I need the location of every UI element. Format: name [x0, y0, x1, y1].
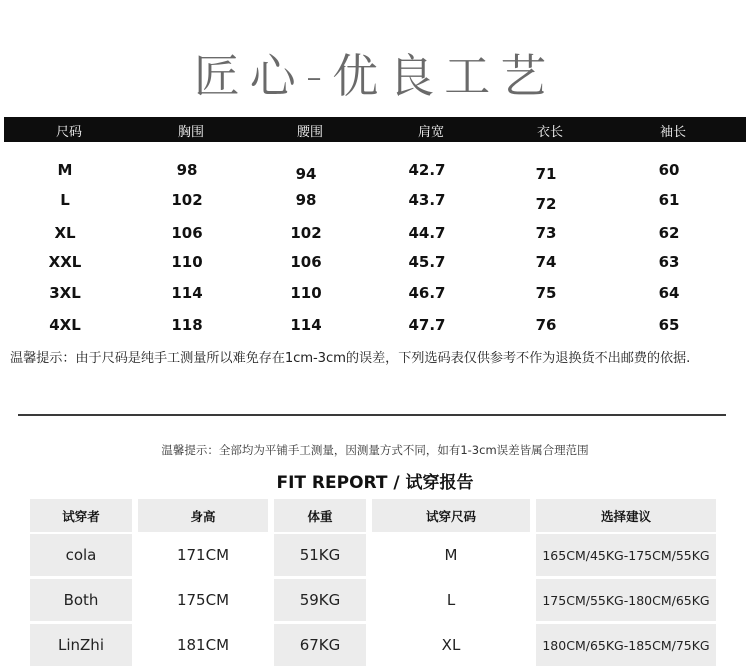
header-waist: 腰围 — [296, 125, 323, 140]
cell-chest: 118 — [171, 316, 203, 334]
cell-shoulder: 47.7 — [408, 316, 446, 334]
cell-length: 75 — [535, 284, 557, 302]
header-shoulder: 肩宽 — [417, 125, 444, 140]
fit-report-table — [30, 499, 716, 667]
fit-cell-height: 175CM — [138, 579, 268, 621]
table-row — [0, 157, 750, 187]
fit-cell-tester: LinZhi — [30, 624, 132, 666]
fit-cell-size: XL — [372, 624, 530, 666]
cell-waist: 98 — [295, 191, 317, 209]
cell-sleeve: 64 — [658, 284, 680, 302]
cell-shoulder: 43.7 — [408, 191, 446, 209]
cell-sleeve: 65 — [658, 316, 680, 334]
section-divider — [18, 414, 726, 416]
fit-cell-suggestion: 175CM/55KG-180CM/65KG — [536, 579, 716, 621]
cell-waist: 102 — [290, 224, 322, 242]
fit-header-suggestion: 选择建议 — [536, 499, 716, 532]
fit-cell-suggestion: 165CM/45KG-175CM/55KG — [536, 534, 716, 576]
fit-cell-size: M — [372, 534, 530, 576]
fit-cell-tester: Both — [30, 579, 132, 621]
cell-sleeve: 63 — [658, 253, 680, 271]
cell-chest: 106 — [171, 224, 203, 242]
measurement-tip: 温馨提示：全部均为平铺手工测量，因测量方式不同，如有1-3cm误差皆属合理范围 — [161, 443, 589, 457]
cell-sleeve: 61 — [658, 191, 680, 209]
fit-cell-weight: 51KG — [274, 534, 366, 576]
header-chest: 胸围 — [177, 125, 204, 140]
cell-chest: 98 — [176, 161, 198, 179]
cell-waist: 94 — [295, 165, 317, 183]
table-row — [0, 249, 750, 279]
cell-sleeve: 60 — [658, 161, 680, 179]
fit-header-tester: 试穿者 — [30, 499, 132, 532]
cell-chest: 114 — [171, 284, 203, 302]
cell-waist: 106 — [290, 253, 322, 271]
cell-shoulder: 42.7 — [408, 161, 446, 179]
cell-size: 3XL — [49, 284, 81, 302]
measurement-note: 温馨提示：由于尺码是纯手工测量所以难免存在1cm-3cm的误差，下列选码表仅供参考不作为退换货不出邮费的依据. — [10, 351, 691, 366]
cell-length: 71 — [535, 165, 557, 183]
cell-shoulder: 45.7 — [408, 253, 446, 271]
fit-header-size: 试穿尺码 — [372, 499, 530, 532]
header-length: 衣长 — [536, 125, 563, 140]
cell-length: 73 — [535, 224, 557, 242]
fit-cell-tester: cola — [30, 534, 132, 576]
fit-cell-height: 181CM — [138, 624, 268, 666]
cell-sleeve: 62 — [658, 224, 680, 242]
header-size: 尺码 — [55, 125, 82, 140]
size-table-header — [4, 117, 746, 142]
fit-report-title: FIT REPORT / 试穿报告 — [276, 473, 474, 493]
cell-shoulder: 44.7 — [408, 224, 446, 242]
fit-cell-height: 171CM — [138, 534, 268, 576]
page-title: 匠心-优良工艺 — [193, 49, 557, 103]
cell-size: 4XL — [49, 316, 81, 334]
cell-length: 72 — [535, 195, 557, 213]
cell-size: L — [60, 191, 70, 209]
fit-cell-size: L — [372, 579, 530, 621]
size-table-body — [0, 150, 750, 340]
cell-shoulder: 46.7 — [408, 284, 446, 302]
table-row — [0, 187, 750, 217]
cell-size: M — [57, 161, 73, 179]
fit-header-height: 身高 — [138, 499, 268, 532]
table-row — [0, 220, 750, 250]
cell-waist: 114 — [290, 316, 322, 334]
cell-chest: 110 — [171, 253, 203, 271]
cell-waist: 110 — [290, 284, 322, 302]
cell-length: 74 — [535, 253, 557, 271]
fit-header-weight: 体重 — [274, 499, 366, 532]
table-row — [0, 312, 750, 342]
cell-chest: 102 — [171, 191, 203, 209]
table-row — [0, 280, 750, 310]
cell-length: 76 — [535, 316, 557, 334]
fit-cell-weight: 67KG — [274, 624, 366, 666]
fit-cell-weight: 59KG — [274, 579, 366, 621]
fit-cell-suggestion: 180CM/65KG-185CM/75KG — [536, 624, 716, 666]
cell-size: XL — [54, 224, 76, 242]
cell-size: XXL — [48, 253, 82, 271]
header-sleeve: 袖长 — [659, 125, 686, 140]
